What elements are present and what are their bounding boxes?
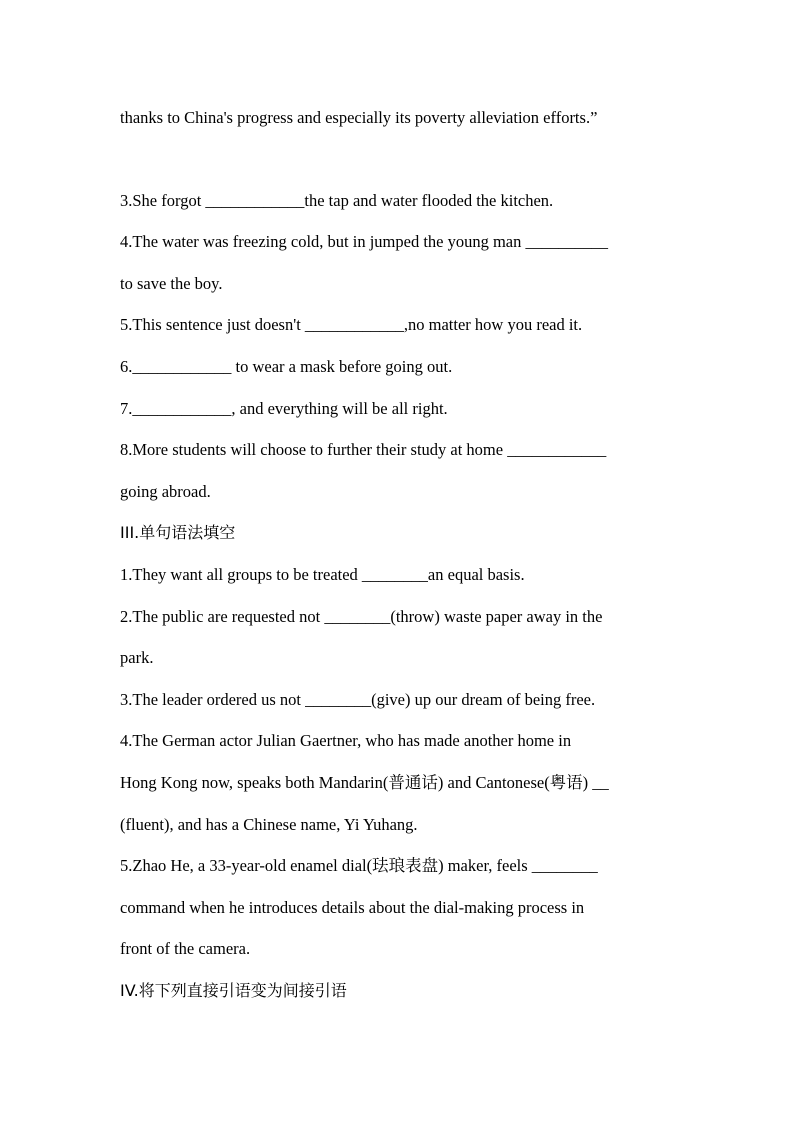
exercise-3-item-2: 2.The public are requested not ________(throw) waste paper away in the [120,607,603,626]
exercise-3-item-4-cont: Hong Kong now, speaks both Mandarin(普通话) and Cantonese(粤语) __ [120,773,609,792]
exercise-3-item-5-cont: command when he introduces details about the dial-making process in [120,898,585,917]
exercise-2-item-3: 3.She forgot ____________the tap and water flooded the kitchen. [120,191,554,210]
exercise-3-item-2-cont: park. [120,648,154,667]
section-3-heading: III.单句语法填空 [120,523,236,542]
exercise-2-item-8: 8.More students will choose to further their study at home ____________ [120,440,607,459]
exercise-3-item-1: 1.They want all groups to be treated ________an equal basis. [120,565,525,584]
exercise-2-item-5: 5.This sentence just doesn't ____________,no matter how you read it. [120,315,583,334]
text-line-continuation: thanks to China's progress and especially its poverty alleviation efforts.” [120,108,598,127]
exercise-2-item-8-cont: going abroad. [120,482,211,501]
exercise-3-item-5: 5.Zhao He, a 33-year-old enamel dial(珐琅表盘) maker, feels ________ [120,856,598,875]
exercise-3-item-5-cont2: front of the camera. [120,939,251,958]
exercise-2-item-4-cont: to save the boy. [120,274,223,293]
exercise-3-item-4: 4.The German actor Julian Gaertner, who has made another home in [120,731,572,750]
section-4-heading: IV.将下列直接引语变为间接引语 [120,981,347,1000]
exercise-2-item-7: 7.____________, and everything will be all right. [120,399,448,418]
exercise-3-item-3: 3.The leader ordered us not ________(give) up our dream of being free. [120,690,596,709]
exercise-2-item-4: 4.The water was freezing cold, but in jumped the young man __________ [120,232,609,251]
exercise-3-item-4-cont2: (fluent), and has a Chinese name, Yi Yuhang. [120,815,418,834]
exercise-2-item-6: 6.____________ to wear a mask before going out. [120,357,453,376]
